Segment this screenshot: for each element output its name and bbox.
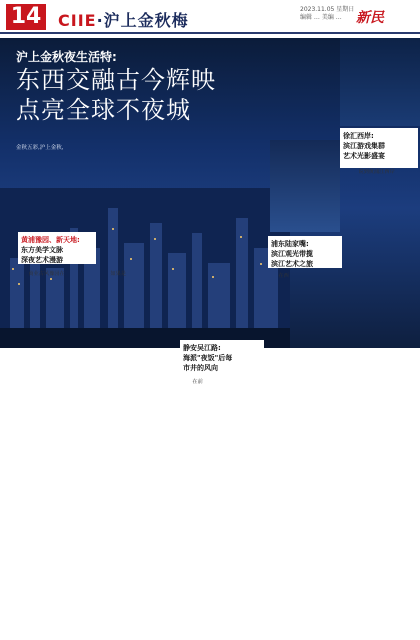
caption-title: 静安吴江路: — [183, 344, 221, 352]
caption-xuhui — [340, 128, 418, 168]
caption-title: 黄浦豫园、新天地: — [21, 236, 80, 244]
caption-jingan — [180, 340, 264, 372]
column-paragraph: 在西 — [278, 273, 289, 279]
section-title-cn: ·沪上金秋梅 — [96, 11, 189, 30]
caption-sub2: 深夜艺术漫游 — [21, 256, 63, 264]
lead-paragraph: 金秋五彩,沪上金秋, — [16, 145, 64, 151]
section-title — [58, 8, 189, 31]
caption-lujiazui — [268, 236, 342, 268]
issue-date: 2023.11.05 星期日 — [300, 6, 355, 13]
headline-line-1: 东西交融古今辉映 — [16, 66, 216, 94]
photo-lujiazui — [270, 140, 340, 232]
page-number: 14 — [6, 4, 46, 30]
issue-info — [300, 6, 356, 22]
hero-headline — [16, 65, 216, 125]
masthead — [0, 0, 420, 34]
photo-xuhui — [340, 38, 420, 126]
caption-sub2: 艺术光影盛宴 — [343, 152, 385, 160]
caption-title: 徐汇西岸: — [343, 132, 374, 140]
article-column-1 — [18, 270, 94, 630]
logo-text: 新民 — [356, 10, 384, 26]
hero-kicker: 沪上金秋夜生活特: — [16, 50, 117, 64]
caption-title: 浦东陆家嘴: — [271, 240, 309, 248]
column-paragraph: 在前 — [192, 379, 203, 385]
article-column-3 — [182, 378, 262, 630]
caption-sub: 滨江游戏集群 — [343, 142, 385, 150]
caption-huangpu — [18, 232, 96, 264]
column-paragraph: 如果是 — [110, 271, 126, 277]
article-column-5 — [348, 168, 418, 640]
caption-sub: 海派"夜饭"后每 — [183, 354, 233, 362]
article-column-2 — [100, 270, 176, 630]
section-title-en: CIIE — [58, 11, 97, 30]
article-column-4 — [268, 272, 342, 640]
hero-lead — [16, 144, 278, 153]
issue-editors: 编辑 … 美编 … — [300, 14, 342, 21]
newspaper-logo — [356, 2, 384, 28]
caption-sub2: 滨江艺术之旅 — [271, 260, 313, 268]
caption-sub2: 市井的风向 — [183, 364, 218, 372]
column-paragraph: 说到黄浦江西岸 — [358, 169, 395, 175]
caption-sub: 滨江观光带揽 — [271, 250, 313, 258]
headline-line-2: 点亮全球不夜城 — [16, 96, 191, 124]
caption-sub: 东方美学文脉 — [21, 246, 63, 254]
column-paragraph: 商业古风豫园在 — [28, 271, 65, 277]
